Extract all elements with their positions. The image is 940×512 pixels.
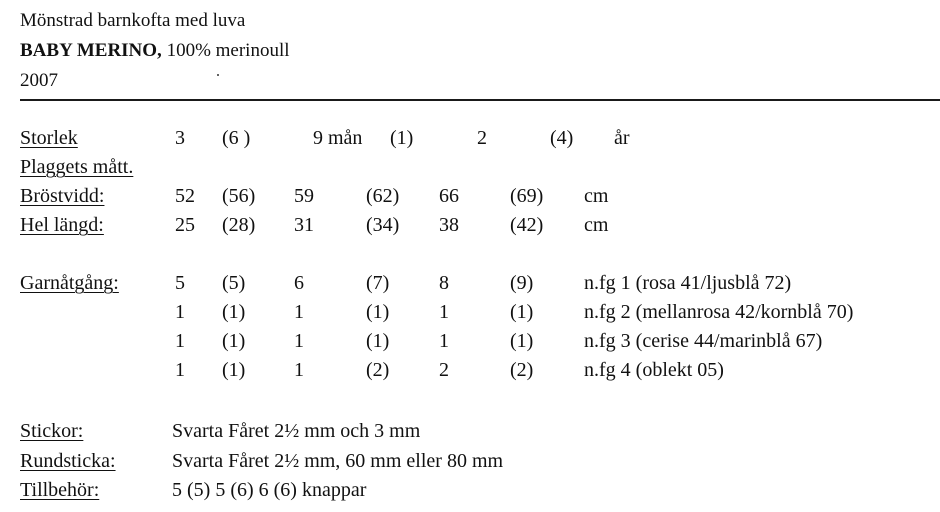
- yarn-value: 1: [294, 359, 304, 381]
- pattern-title: Mönstrad barnkofta med luva: [20, 10, 246, 31]
- yarn-value: 1: [439, 330, 449, 352]
- yarn-value: (1): [222, 301, 246, 323]
- yarn-color: n.fg 3 (cerise 44/marinblå 67): [584, 330, 823, 352]
- chest-value: 52: [175, 185, 195, 207]
- accessories-value: 5 (5) 5 (6) 6 (6) knappar: [172, 479, 367, 501]
- size-unit: år: [614, 127, 630, 149]
- size-value: (6 ): [222, 127, 251, 149]
- pattern-year: 2007: [20, 70, 58, 91]
- yarn-value: 6: [294, 272, 304, 294]
- yarn-value: (2): [510, 359, 534, 381]
- length-value: (42): [510, 214, 544, 236]
- chest-label: Bröstvidd:: [20, 185, 105, 207]
- yarn-value: (9): [510, 272, 534, 294]
- measurements-label: Plaggets mått.: [20, 156, 134, 178]
- yarn-value: (7): [366, 272, 390, 294]
- yarn-value: (1): [222, 330, 246, 352]
- chest-value: (62): [366, 185, 400, 207]
- yarn-value: 2: [439, 359, 449, 381]
- chest-value: 59: [294, 185, 314, 207]
- length-value: 38: [439, 214, 459, 236]
- yarn-value: 1: [175, 301, 185, 323]
- size-value: (1): [390, 127, 414, 149]
- chest-value: 66: [439, 185, 459, 207]
- yarn-value: (1): [510, 330, 534, 352]
- length-label: Hel längd:: [20, 214, 104, 236]
- chest-value: (69): [510, 185, 544, 207]
- size-value: 3: [175, 127, 185, 149]
- yarn-color: n.fg 4 (oblekt 05): [584, 359, 724, 381]
- yarn-value: 1: [175, 359, 185, 381]
- yarn-value: (1): [366, 301, 390, 323]
- length-unit: cm: [584, 214, 609, 236]
- yarn-value: 5: [175, 272, 185, 294]
- circular-needle-label: Rundsticka:: [20, 450, 116, 472]
- yarn-composition: 100% merinoull: [161, 40, 290, 61]
- yarn-value: 1: [175, 330, 185, 352]
- needles-label: Stickor:: [20, 420, 84, 442]
- length-value: (34): [366, 214, 400, 236]
- length-value: 31: [294, 214, 314, 236]
- size-value: 2: [477, 127, 487, 149]
- circular-needle-value: Svarta Fåret 2½ mm, 60 mm eller 80 mm: [172, 450, 504, 472]
- yarn-value: 1: [439, 301, 449, 323]
- size-label: Storlek: [20, 127, 78, 149]
- yarn-color: n.fg 2 (mellanrosa 42/kornblå 70): [584, 301, 854, 323]
- yarn-title: [20, 41, 290, 60]
- yarn-value: (1): [366, 330, 390, 352]
- yarn-value: 1: [294, 330, 304, 352]
- accessories-label: Tillbehör:: [20, 479, 100, 501]
- needles-value: Svarta Fåret 2½ mm och 3 mm: [172, 420, 421, 442]
- yarn-value: (5): [222, 272, 246, 294]
- speck: [217, 74, 219, 76]
- yarn-value: 1: [294, 301, 304, 323]
- yarn-brand: BABY MERINO,: [20, 40, 162, 61]
- yarn-value: 8: [439, 272, 449, 294]
- size-value: 9 mån: [313, 127, 363, 149]
- yarn-color: n.fg 1 (rosa 41/ljusblå 72): [584, 272, 792, 294]
- length-value: 25: [175, 214, 195, 236]
- yarn-value: (1): [510, 301, 534, 323]
- header-divider: [20, 99, 940, 101]
- yarn-label: Garnåtgång:: [20, 272, 119, 294]
- size-value: (4): [550, 127, 574, 149]
- length-value: (28): [222, 214, 256, 236]
- yarn-value: (2): [366, 359, 390, 381]
- chest-unit: cm: [584, 185, 609, 207]
- chest-value: (56): [222, 185, 256, 207]
- yarn-value: (1): [222, 359, 246, 381]
